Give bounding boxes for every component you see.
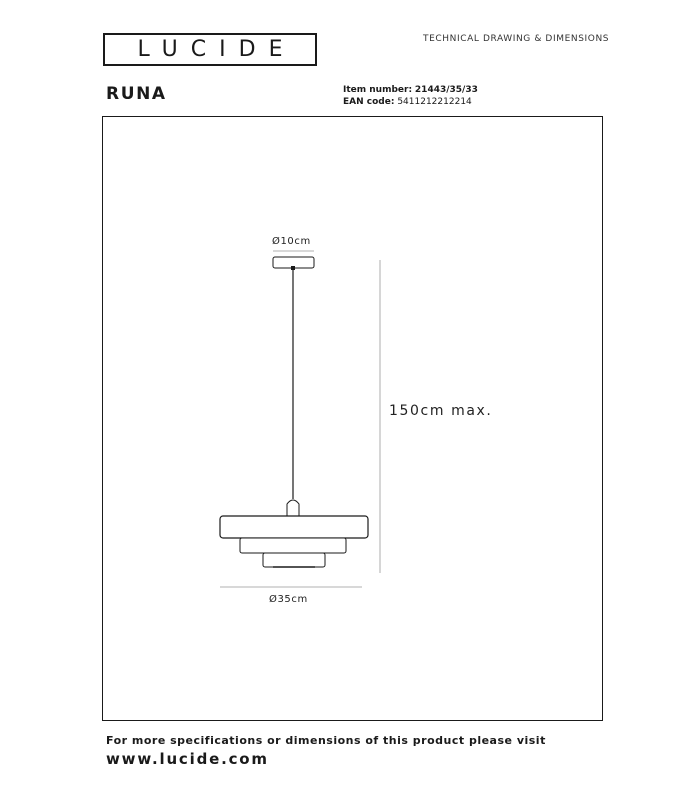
shade-middle-tier [240, 538, 346, 553]
item-number-label: Item number: [343, 85, 413, 95]
item-number-value: 21443/35/33 [414, 85, 478, 95]
document-title: TECHNICAL DRAWING & DIMENSIONS [423, 34, 610, 44]
canopy-hook [291, 266, 295, 270]
footer-text: For more specifications or dimensions of this product please visit [106, 734, 546, 747]
lamp-socket [287, 500, 299, 516]
shade-bottom-tier [263, 553, 325, 567]
shade-top-tier [220, 516, 368, 538]
logo-text: LUCIDE [137, 37, 296, 62]
canopy-diameter-label: Ø10cm [272, 236, 311, 247]
product-name: RUNA [106, 84, 167, 104]
ean-code-label: EAN code: [343, 97, 395, 107]
ean-code-value: 5411212212214 [397, 97, 472, 107]
website-link[interactable]: www.lucide.com [106, 750, 269, 768]
height-label: 150cm max. [389, 403, 493, 419]
shade-diameter-label: Ø35cm [269, 594, 308, 605]
